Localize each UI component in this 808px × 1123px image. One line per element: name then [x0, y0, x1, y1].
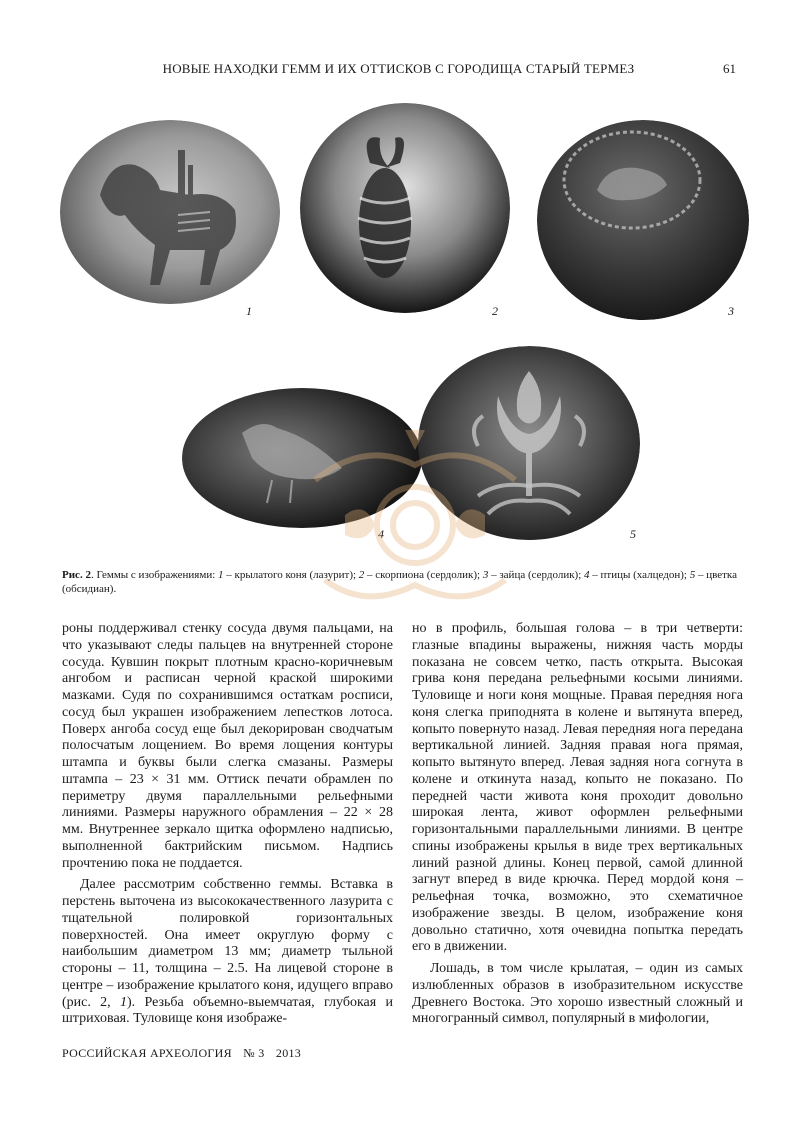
caption-item-1-text: – крылатого коня (лазурит);: [223, 569, 359, 581]
caption-item-3-text: – зайца (сердолик);: [488, 569, 585, 581]
gem-label-2: 2: [492, 304, 498, 318]
caption-item-4-num: 4: [584, 569, 590, 581]
caption-item-5-text: – цветка (обсидиан).: [62, 569, 737, 595]
gem-label-4: 4: [378, 527, 384, 541]
year: 2013: [275, 1046, 302, 1060]
journal-name: РОССИЙСКАЯ АРХЕОЛОГИЯ: [62, 1046, 232, 1060]
paragraph: Лошадь, в том числе крылатая, – один из самых излюбленных образов в изобразительном искусстве Древнего Востока. Это хорошо известный сложный и многогранный символ, популярный в мифологии,: [412, 961, 743, 1027]
caption-item-3-num: 3: [482, 569, 489, 581]
paragraph-gems: [62, 877, 393, 1028]
paragraph-text: Далее рассмотрим собственно геммы. Вставка в перстень выточена из высококачественного лазурита с тщательной полировкой горизонтальных поверхностей. Она имеет округлую форму с наибольшим диаметром 13 мм; диаметр тыльной стороны – 11, толщина – 2.5. На лицевой стороне в центре – изображение крылатого коня, идущего вправо (рис. 2,: [62, 877, 393, 1010]
gem-label-1: 1: [246, 304, 252, 318]
paragraph-text: ). Резьба объемно-выемчатая, глубокая и штриховая. Туловище коня изображе-: [62, 994, 393, 1027]
paragraph: роны поддерживал стенку сосуда двумя пальцами, на что указывают следы пальцев на внутренней стороне сосуда. Кувшин покрыт плотным красно-коричневым ангобом и расписан черной краской широкими мазками. Судя по сохранившимся остаткам росписи, сосуд был украшен изображением лепестков лотоса. Поверх ангоба сосуд еще был декорирован сводчатым полосчатым лощением. Во время лощения контуры штампа и буквы были слегка смазаны. Размеры штампа – 23 × 31 мм. Оттиск печати обрамлен по периметру двумя параллельными рельефными линиями. Размеры наружного обрамления – 22 × 28 мм. Внутреннее зеркало щитка оформлено надписью, выполненной бактрийским письмом. Надпись прочтению пока не поддается.: [62, 621, 393, 871]
gem-image-1-winged-horse: [60, 120, 280, 305]
caption-intro: . Геммы с изображениями:: [90, 569, 219, 581]
issue-number: № 3: [243, 1046, 265, 1060]
footer: [62, 1046, 309, 1061]
caption-item-4-text: – птицы (халцедон);: [589, 569, 690, 581]
caption-label: Рис. 2: [62, 569, 91, 581]
body-column-left: [62, 621, 393, 1028]
figure-reference: 1: [120, 994, 127, 1010]
page-number: 61: [723, 61, 736, 76]
caption-item-2-text: – скорпиона (сердолик);: [364, 569, 483, 581]
caption-item-5-num: 5: [689, 569, 696, 581]
gem-image-5-flower: [418, 346, 640, 541]
running-title: НОВЫЕ НАХОДКИ ГЕММ И ИХ ОТТИСКОВ С ГОРОДИЩА СТАРЫЙ ТЕРМЕЗ: [162, 61, 635, 76]
gem-image-4-bird: [182, 388, 422, 528]
gem-label-5: 5: [630, 527, 636, 541]
caption-item-2-num: 2: [358, 569, 365, 581]
gem-label-3: 3: [728, 304, 734, 318]
figure-caption: [62, 568, 752, 596]
paragraph: но в профиль, большая голова – в три четверти: глазные впадины выражены, нижняя часть морды показана не совсем четко, пасть открыта. Высокая грива коня передана рельефными косыми линиями. Туловище и ноги коня мощные. Правая передняя нога коня слегка приподнята в колене и вытянута вперед, копыто повернуто назад. Левая передняя нога передана вертикальной линией. Задняя правая нога прямая, копыто вытянуто вперед. Левая задняя нога согнута в колене и откинута назад, копыто не показано. По передней части живота коня проходит довольно широкая лента, живот оформлен рельефными горизонтальными параллельными линиями. В центре спины изображены крылья в виде трех вертикальных линий разной длины. Конец первой, самой длинной загнут вперед в виде крючка. Перед мордой коня – рельефная точка, возможно, это схематичное изображение звезды. В целом, изображение коня довольно статично, хотя очевидна попытка передать его в движении.: [412, 621, 743, 955]
gem-image-3-hare: [537, 120, 749, 320]
gem-image-2-scorpion: [300, 103, 510, 313]
body-column-right: [412, 621, 743, 1028]
caption-item-1-num: 1: [218, 569, 224, 581]
